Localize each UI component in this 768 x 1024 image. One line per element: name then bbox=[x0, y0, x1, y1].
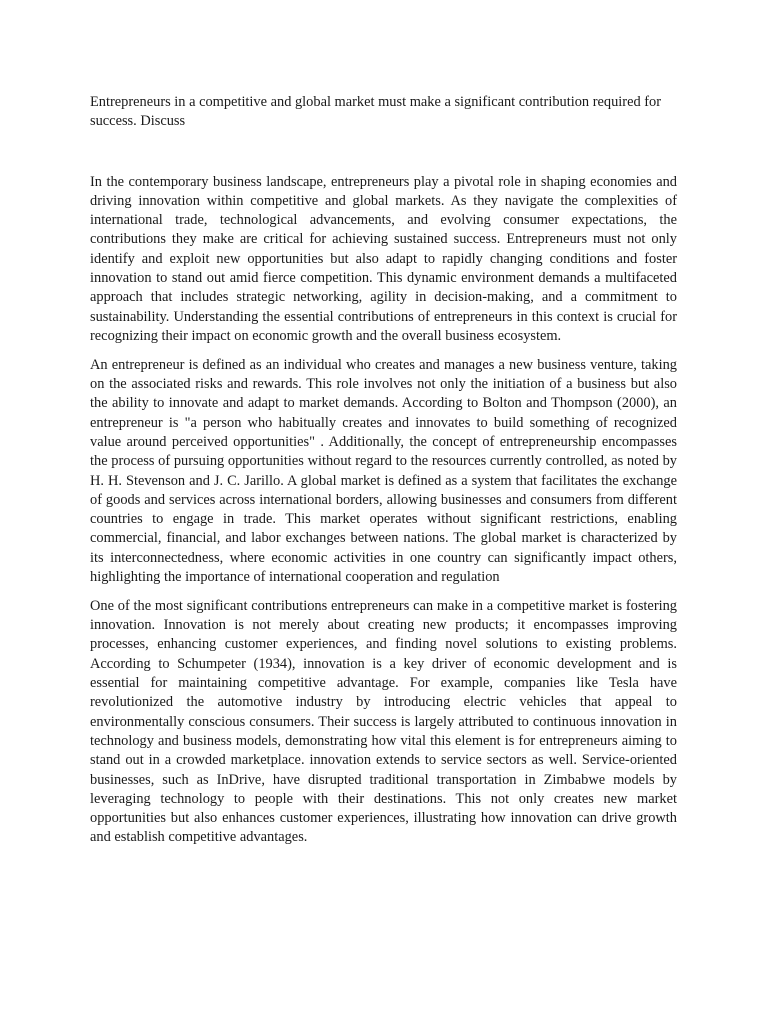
paragraph-innovation: One of the most significant contributions entrepreneurs can make in a competitive market is fostering innovation. Innovation is not merely about creating new products; it encompasses improving processes, enhancing customer experiences, and finding novel solutions to existing problems. According to Schumpeter (1934), innovation is a key driver of economic development and is essential for maintaining competitive advantage. For example, companies like Tesla have revolutionized the automotive industry by introducing electric vehicles that appeal to environmentally conscious consumers. Their success is largely attributed to continuous innovation in technology and business models, demonstrating how vital this element is for entrepreneurs aiming to stand out in a crowded marketplace. innovation extends to service sectors as well. Service-oriented businesses, such as InDrive, have disrupted traditional transportation in Zimbabwe models by leveraging technology to people with their destinations. This not only creates new market opportunities but also enhances customer experiences, illustrating how innovation can drive growth and establish competitive advantages. bbox=[90, 597, 677, 846]
document-title: Entrepreneurs in a competitive and global market must make a significant contribution required for success. Discuss bbox=[90, 94, 662, 130]
document-body bbox=[90, 173, 677, 848]
document-content bbox=[90, 93, 677, 857]
paragraph-definitions: An entrepreneur is defined as an individual who creates and manages a new business venture, taking on the associated risks and rewards. This role involves not only the initiation of a business but also the ability to innovate and adapt to market demands. According to Bolton and Thompson (2000), an entrepreneur is "a person who habitually creates and innovates to build something of recognized value around perceived opportunities" . Additionally, the concept of entrepreneurship encompasses the process of pursuing opportunities without regard to the resources currently controlled, as noted by H. H. Stevenson and J. C. Jarillo. A global market is defined as a system that facilitates the exchange of goods and services across international borders, allowing businesses and consumers from different countries to engage in trade. This market operates without significant restrictions, enabling commercial, financial, and labor exchanges between nations. The global market is characterized by its interconnectedness, where economic activities in one country can significantly impact others, highlighting the importance of international cooperation and regulation bbox=[90, 356, 677, 586]
paragraph-introduction: In the contemporary business landscape, entrepreneurs play a pivotal role in shaping economies and driving innovation within competitive and global markets. As they navigate the complexities of international trade, technological advancements, and evolving consumer expectations, the contributions they make are critical for achieving sustained success. Entrepreneurs must not only identify and exploit new opportunities but also adapt to rapidly changing conditions and foster innovation to stand out amid fierce competition. This dynamic environment demands a multifaceted approach that includes strategic networking, agility in decision-making, and a commitment to sustainability. Understanding the essential contributions of entrepreneurs in this context is crucial for recognizing their impact on economic growth and the overall business ecosystem. bbox=[90, 173, 677, 344]
